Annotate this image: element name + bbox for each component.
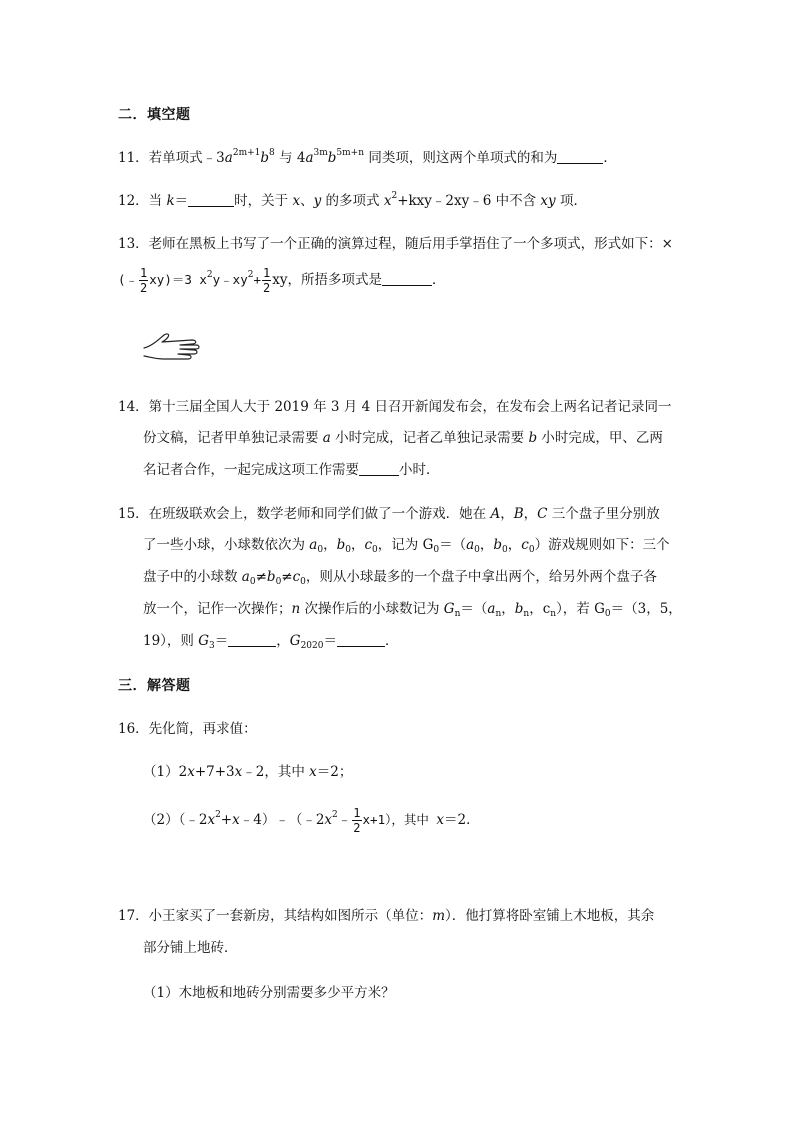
question-12: 12．当 k＝ 时，关于 x、y 的多项式 $x^2+kxy﹣2xy﹣6$ 中不含 xy 项． xyxy=(118,191,587,209)
question-15-line-4: 放一个，记作一次操作；n 次操作后的小球数记为 $G_n=(a_n$，$b_n$，$c_n$），若 $G_0=(3$，5， xyxy=(143,601,682,619)
question-13-line-2: (﹣ $\frac{1}{2}$ xy)＝3 $x^2y﹣xy^2+$ $\frac{1}{2}$ xy，所捂多项式是 ． xyxy=(118,266,446,295)
hand-icon xyxy=(140,326,202,364)
question-14-line-3: 名记者合作，一起完成这项工作需要 小时． xyxy=(143,462,440,478)
question-16-part-2: $(2)(﹣2x^2+x﹣4)﹣(﹣2x^2﹣$ $\frac{1}{2}$ x+1），其中 x＝2． xyxy=(143,806,480,835)
fraction-one-half: $\frac{1}{2}$ xyxy=(263,266,271,295)
question-15-line-5: 19），则 $G_3=$ ，$G_{2020}=$ ． xyxy=(143,633,399,651)
question-13-line-1: 13．老师在黑板上书写了一个正确的演算过程，随后用手掌捂住了一个多项式，形式如下：× xyxy=(118,236,673,252)
question-17-line-1: 17．小王家买了一套新房，其结构如图所示（单位：m）．他打算将卧室铺上木地板，其余 xyxy=(118,908,655,924)
section-fill-title: 二．填空题 xyxy=(118,107,191,123)
question-16-title: 16．先化简，再求值： xyxy=(118,721,257,737)
question-14-line-1: 14．第十三届全国人大于 2019 年 3 月 4 日召开新闻发布会，在发布会上两名记者记录同一 xyxy=(118,399,672,415)
question-14-line-2: 份文稿，记者甲单独记录需要 a 小时完成，记者乙单独记录需要 b 小时完成，甲、乙两 xyxy=(143,430,663,446)
question-11: 11．若单项式$﹣3a^{2m+1}b^8$ 与 $4a^{3m}b^{5m+n}$ 同类项，则这两个单项式的和为 ． xyxy=(118,148,617,166)
question-17-sub-1: （1）木地板和地砖分别需要多少平方米？ xyxy=(143,985,395,1001)
answer-blank[interactable] xyxy=(359,461,399,476)
answer-blank[interactable] xyxy=(557,149,603,164)
fraction-one-half: $\frac{1}{2}$ xyxy=(353,806,361,835)
question-17-line-2: 部分铺上地砖． xyxy=(143,940,238,956)
answer-blank[interactable] xyxy=(337,632,385,647)
question-16-part-1: （1）2x+7+3x﹣2，其中 x＝2； xyxy=(143,764,353,780)
question-15-line-3: 盘子中的小球数 $a_0\ne b_0\ne c_0$，则从小球最多的一个盘子中拿出两个，给另外两个盘子各 xyxy=(143,569,657,587)
question-15-line-2: 了一些小球，小球数依次为 $a_0$，$b_0$，$c_0$，记为 $G_0=(a_0$，$b_0$，$c_0$）游戏规则如下：三个 xyxy=(143,537,670,555)
answer-blank[interactable] xyxy=(228,632,276,647)
fraction-one-half: $\frac{1}{2}$ xyxy=(140,266,148,295)
answer-blank[interactable] xyxy=(188,192,234,207)
question-15-line-1: 15．在班级联欢会上，数学老师和同学们做了一个游戏．她在 A，B，C 三个盘子里分别放 xyxy=(118,506,660,522)
answer-blank[interactable] xyxy=(382,271,432,286)
section-solve-title: 三．解答题 xyxy=(118,678,191,694)
